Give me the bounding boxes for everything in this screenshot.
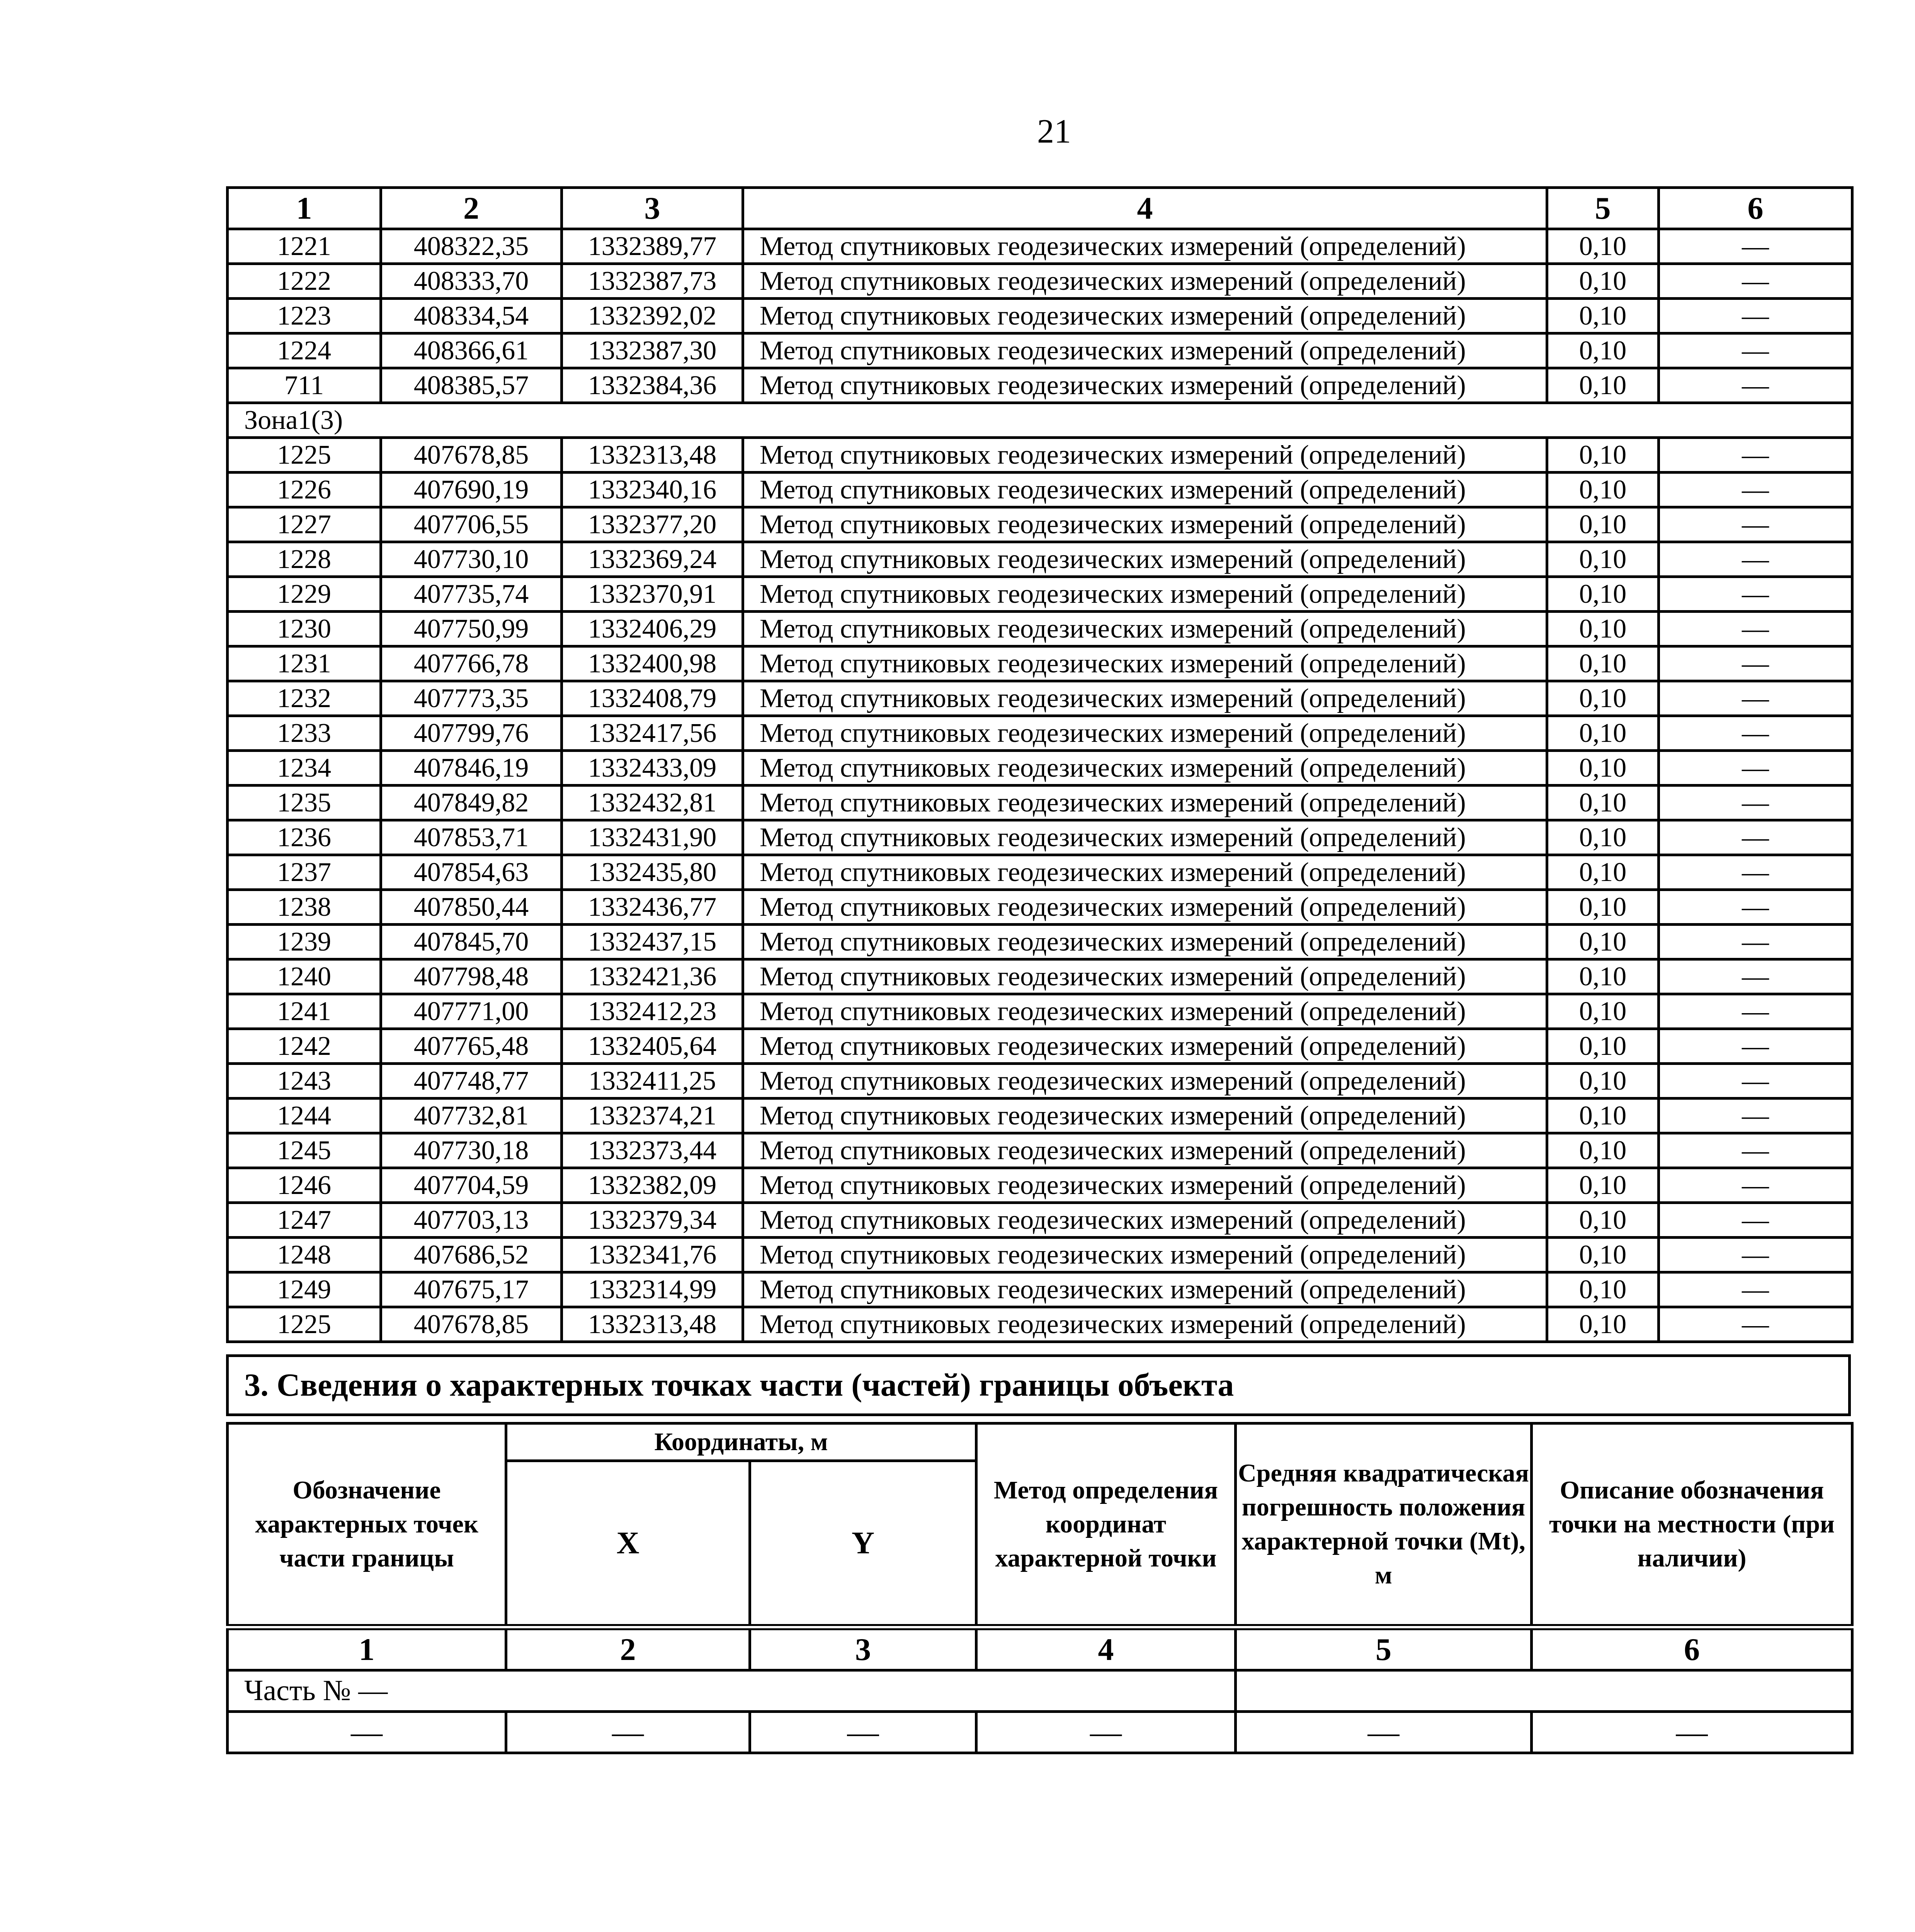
error: 0,10 [1547,438,1659,473]
zone-label: Зона1(3) [228,403,1852,438]
table-row [228,264,1852,299]
coord-y: 1332387,30 [562,333,743,368]
method: Метод спутниковых геодезических измерений (определений) [743,507,1547,542]
coord-y: 1332431,90 [562,820,743,855]
coord-x: 407846,19 [381,751,562,786]
error: 0,10 [1547,368,1659,403]
coord-x: 408334,54 [381,299,562,333]
coord-x: 408366,61 [381,333,562,368]
description: — [1659,1029,1852,1064]
point-number: 1223 [228,299,381,333]
header-x: X [506,1461,750,1627]
error: 0,10 [1547,681,1659,716]
error: 0,10 [1547,299,1659,333]
coord-y: 1332408,79 [562,681,743,716]
column-header: 2 [381,188,562,229]
description: — [1659,1168,1852,1203]
point-number: 1229 [228,577,381,612]
description: — [1659,716,1852,751]
description: — [1659,368,1852,403]
error: 0,10 [1547,959,1659,994]
coord-y: 1332412,23 [562,994,743,1029]
coord-y: 1332432,81 [562,786,743,820]
header-designation: Обозначение характерных точек части границы [228,1423,506,1627]
coord-x: 408333,70 [381,264,562,299]
table-header-row [228,188,1852,229]
table-cell: — [228,1711,506,1753]
coord-y: 1332340,16 [562,473,743,507]
coord-x: 407730,18 [381,1133,562,1168]
method: Метод спутниковых геодезических измерений (определений) [743,1238,1547,1272]
error: 0,10 [1547,716,1659,751]
table-row [228,1064,1852,1099]
point-number: 1245 [228,1133,381,1168]
description: — [1659,1064,1852,1099]
coord-x: 407706,55 [381,507,562,542]
table-row [228,577,1852,612]
coord-y: 1332436,77 [562,890,743,925]
point-number: 1234 [228,751,381,786]
table-row [228,855,1852,890]
table-row [228,612,1852,646]
point-number: 1221 [228,229,381,264]
table-row [228,1711,1852,1753]
method: Метод спутниковых геодезических измерений (определений) [743,1133,1547,1168]
method: Метод спутниковых геодезических измерений (определений) [743,786,1547,820]
coord-x: 407748,77 [381,1064,562,1099]
coord-x: 407765,48 [381,1029,562,1064]
description: — [1659,264,1852,299]
error: 0,10 [1547,1168,1659,1203]
point-number: 1224 [228,333,381,368]
coord-x: 407735,74 [381,577,562,612]
method: Метод спутниковых геодезических измерений (определений) [743,1272,1547,1307]
table-row [228,1307,1852,1342]
error: 0,10 [1547,229,1659,264]
table-row [228,368,1852,403]
table-row [228,473,1852,507]
coord-x: 407703,13 [381,1203,562,1238]
table-row [228,507,1852,542]
table-row [228,646,1852,681]
table-row [228,299,1852,333]
point-number: 1233 [228,716,381,751]
coord-x: 407845,70 [381,925,562,959]
description: — [1659,786,1852,820]
error: 0,10 [1547,612,1659,646]
description: — [1659,994,1852,1029]
table-row [228,681,1852,716]
coord-x: 407854,63 [381,855,562,890]
method: Метод спутниковых геодезических измерений (определений) [743,264,1547,299]
description: — [1659,542,1852,577]
coord-y: 1332341,76 [562,1238,743,1272]
table-row [228,333,1852,368]
table-row [228,890,1852,925]
description: — [1659,229,1852,264]
table-row [228,1203,1852,1238]
method: Метод спутниковых геодезических измерений (определений) [743,577,1547,612]
coord-x: 407799,76 [381,716,562,751]
coord-x: 407678,85 [381,1307,562,1342]
point-number: 1247 [228,1203,381,1238]
description: — [1659,438,1852,473]
error: 0,10 [1547,1133,1659,1168]
column-number: 3 [750,1627,976,1670]
column-number: 4 [976,1627,1236,1670]
point-number: 1240 [228,959,381,994]
column-header: 3 [562,188,743,229]
method: Метод спутниковых геодезических измерений (определений) [743,1168,1547,1203]
table-row [228,925,1852,959]
point-number: 1230 [228,612,381,646]
coord-x: 407730,10 [381,542,562,577]
description: — [1659,681,1852,716]
error: 0,10 [1547,1272,1659,1307]
error: 0,10 [1547,333,1659,368]
table-row [228,716,1852,751]
error: 0,10 [1547,786,1659,820]
point-number: 1225 [228,438,381,473]
method: Метод спутниковых геодезических измерений (определений) [743,646,1547,681]
column-number-row [228,1627,1852,1670]
header-method: Метод определения координат характерной точки [976,1423,1236,1627]
error: 0,10 [1547,994,1659,1029]
description: — [1659,299,1852,333]
coord-y: 1332373,44 [562,1133,743,1168]
point-number: 1238 [228,890,381,925]
method: Метод спутниковых геодезических измерений (определений) [743,368,1547,403]
coord-x: 407686,52 [381,1238,562,1272]
header-error: Средняя квадратическая погрешность положения характерной точки (Mt), м [1236,1423,1532,1627]
method: Метод спутниковых геодезических измерений (определений) [743,751,1547,786]
table-row [228,1133,1852,1168]
method: Метод спутниковых геодезических измерений (определений) [743,1029,1547,1064]
point-number: 1248 [228,1238,381,1272]
error: 0,10 [1547,1238,1659,1272]
method: Метод спутниковых геодезических измерений (определений) [743,994,1547,1029]
error: 0,10 [1547,1099,1659,1133]
coord-y: 1332400,98 [562,646,743,681]
column-number: 5 [1236,1627,1532,1670]
description: — [1659,1272,1852,1307]
point-number: 1243 [228,1064,381,1099]
coord-x: 407850,44 [381,890,562,925]
part-empty-cell [1236,1670,1852,1711]
method: Метод спутниковых геодезических измерений (определений) [743,438,1547,473]
coord-y: 1332411,25 [562,1064,743,1099]
point-number: 1237 [228,855,381,890]
method: Метод спутниковых геодезических измерений (определений) [743,959,1547,994]
coord-y: 1332314,99 [562,1272,743,1307]
description: — [1659,507,1852,542]
point-number: 1249 [228,1272,381,1307]
header-description: Описание обозначения точки на местности (при наличии) [1532,1423,1852,1627]
coord-x: 407675,17 [381,1272,562,1307]
point-number: 1236 [228,820,381,855]
description: — [1659,612,1852,646]
method: Метод спутниковых геодезических измерений (определений) [743,1307,1547,1342]
coord-y: 1332370,91 [562,577,743,612]
table-row [228,542,1852,577]
error: 0,10 [1547,925,1659,959]
table-row [228,438,1852,473]
coord-x: 407750,99 [381,612,562,646]
table-row [228,751,1852,786]
description: — [1659,577,1852,612]
coord-x: 407798,48 [381,959,562,994]
method: Метод спутниковых геодезических измерений (определений) [743,890,1547,925]
description: — [1659,820,1852,855]
error: 0,10 [1547,473,1659,507]
error: 0,10 [1547,1029,1659,1064]
method: Метод спутниковых геодезических измерений (определений) [743,1099,1547,1133]
table-cell: — [1532,1711,1852,1753]
method: Метод спутниковых геодезических измерений (определений) [743,612,1547,646]
coordinates-table [226,186,1854,1343]
table-row [228,1029,1852,1064]
coord-y: 1332313,48 [562,1307,743,1342]
coord-y: 1332421,36 [562,959,743,994]
coord-y: 1332382,09 [562,1168,743,1203]
description: — [1659,1099,1852,1133]
coord-y: 1332433,09 [562,751,743,786]
point-number: 1222 [228,264,381,299]
method: Метод спутниковых геодезических измерений (определений) [743,820,1547,855]
coord-x: 407773,35 [381,681,562,716]
description: — [1659,890,1852,925]
part-points-table [226,1422,1854,1754]
error: 0,10 [1547,264,1659,299]
description: — [1659,1307,1852,1342]
table-cell: — [976,1711,1236,1753]
method: Метод спутниковых геодезических измерений (определений) [743,1064,1547,1099]
coord-y: 1332389,77 [562,229,743,264]
point-number: 1246 [228,1168,381,1203]
description: — [1659,333,1852,368]
method: Метод спутниковых геодезических измерений (определений) [743,681,1547,716]
error: 0,10 [1547,542,1659,577]
coord-y: 1332392,02 [562,299,743,333]
point-number: 1239 [228,925,381,959]
point-number: 1227 [228,507,381,542]
error: 0,10 [1547,1203,1659,1238]
point-number: 1226 [228,473,381,507]
table-row [228,820,1852,855]
table-row [228,1168,1852,1203]
description: — [1659,855,1852,890]
point-number: 1231 [228,646,381,681]
error: 0,10 [1547,890,1659,925]
description: — [1659,473,1852,507]
coord-x: 407732,81 [381,1099,562,1133]
coord-x: 407766,78 [381,646,562,681]
table-cell: — [1236,1711,1532,1753]
coord-y: 1332405,64 [562,1029,743,1064]
description: — [1659,1203,1852,1238]
part-label: Часть № — [228,1670,1236,1711]
header-y: Y [750,1461,976,1627]
table-row [228,1099,1852,1133]
column-number: 2 [506,1627,750,1670]
description: — [1659,751,1852,786]
description: — [1659,1238,1852,1272]
table-cell: — [506,1711,750,1753]
part-row [228,1670,1852,1711]
point-number: 1235 [228,786,381,820]
zone-row [228,403,1852,438]
coord-y: 1332379,34 [562,1203,743,1238]
method: Метод спутниковых геодезических измерений (определений) [743,855,1547,890]
coord-x: 408322,35 [381,229,562,264]
table-row [228,786,1852,820]
coord-x: 407853,71 [381,820,562,855]
coord-y: 1332377,20 [562,507,743,542]
error: 0,10 [1547,507,1659,542]
description: — [1659,646,1852,681]
table-row [228,229,1852,264]
method: Метод спутниковых геодезических измерений (определений) [743,299,1547,333]
table-cell: — [750,1711,976,1753]
column-header: 6 [1659,188,1852,229]
column-header: 4 [743,188,1547,229]
coord-x: 407771,00 [381,994,562,1029]
error: 0,10 [1547,751,1659,786]
point-number: 1225 [228,1307,381,1342]
table-row [228,1272,1852,1307]
table-row [228,1238,1852,1272]
coord-y: 1332369,24 [562,542,743,577]
coord-x: 407704,59 [381,1168,562,1203]
header-coordinates: Координаты, м [506,1423,976,1461]
error: 0,10 [1547,1064,1659,1099]
coord-y: 1332437,15 [562,925,743,959]
error: 0,10 [1547,577,1659,612]
page-number: 21 [1037,113,1071,150]
column-number: 6 [1532,1627,1852,1670]
section-3-title: 3. Сведения о характерных точках части (частей) границы объекта [226,1354,1851,1416]
method: Метод спутниковых геодезических измерений (определений) [743,1203,1547,1238]
coord-x: 408385,57 [381,368,562,403]
method: Метод спутниковых геодезических измерений (определений) [743,229,1547,264]
table-row [228,994,1852,1029]
coord-y: 1332417,56 [562,716,743,751]
method: Метод спутниковых геодезических измерений (определений) [743,542,1547,577]
point-number: 1232 [228,681,381,716]
column-header: 5 [1547,188,1659,229]
point-number: 1228 [228,542,381,577]
point-number: 1244 [228,1099,381,1133]
error: 0,10 [1547,855,1659,890]
coord-y: 1332384,36 [562,368,743,403]
method: Метод спутниковых геодезических измерений (определений) [743,716,1547,751]
error: 0,10 [1547,646,1659,681]
coord-y: 1332406,29 [562,612,743,646]
column-header: 1 [228,188,381,229]
coord-y: 1332387,73 [562,264,743,299]
coord-y: 1332435,80 [562,855,743,890]
error: 0,10 [1547,820,1659,855]
column-number: 1 [228,1627,506,1670]
coord-y: 1332313,48 [562,438,743,473]
table-row [228,959,1852,994]
method: Метод спутниковых геодезических измерений (определений) [743,925,1547,959]
coord-x: 407690,19 [381,473,562,507]
description: — [1659,925,1852,959]
description: — [1659,1133,1852,1168]
point-number: 1241 [228,994,381,1029]
coord-y: 1332374,21 [562,1099,743,1133]
coord-x: 407849,82 [381,786,562,820]
description: — [1659,959,1852,994]
point-number: 1242 [228,1029,381,1064]
method: Метод спутниковых геодезических измерений (определений) [743,473,1547,507]
method: Метод спутниковых геодезических измерений (определений) [743,333,1547,368]
point-number: 711 [228,368,381,403]
coord-x: 407678,85 [381,438,562,473]
error: 0,10 [1547,1307,1659,1342]
